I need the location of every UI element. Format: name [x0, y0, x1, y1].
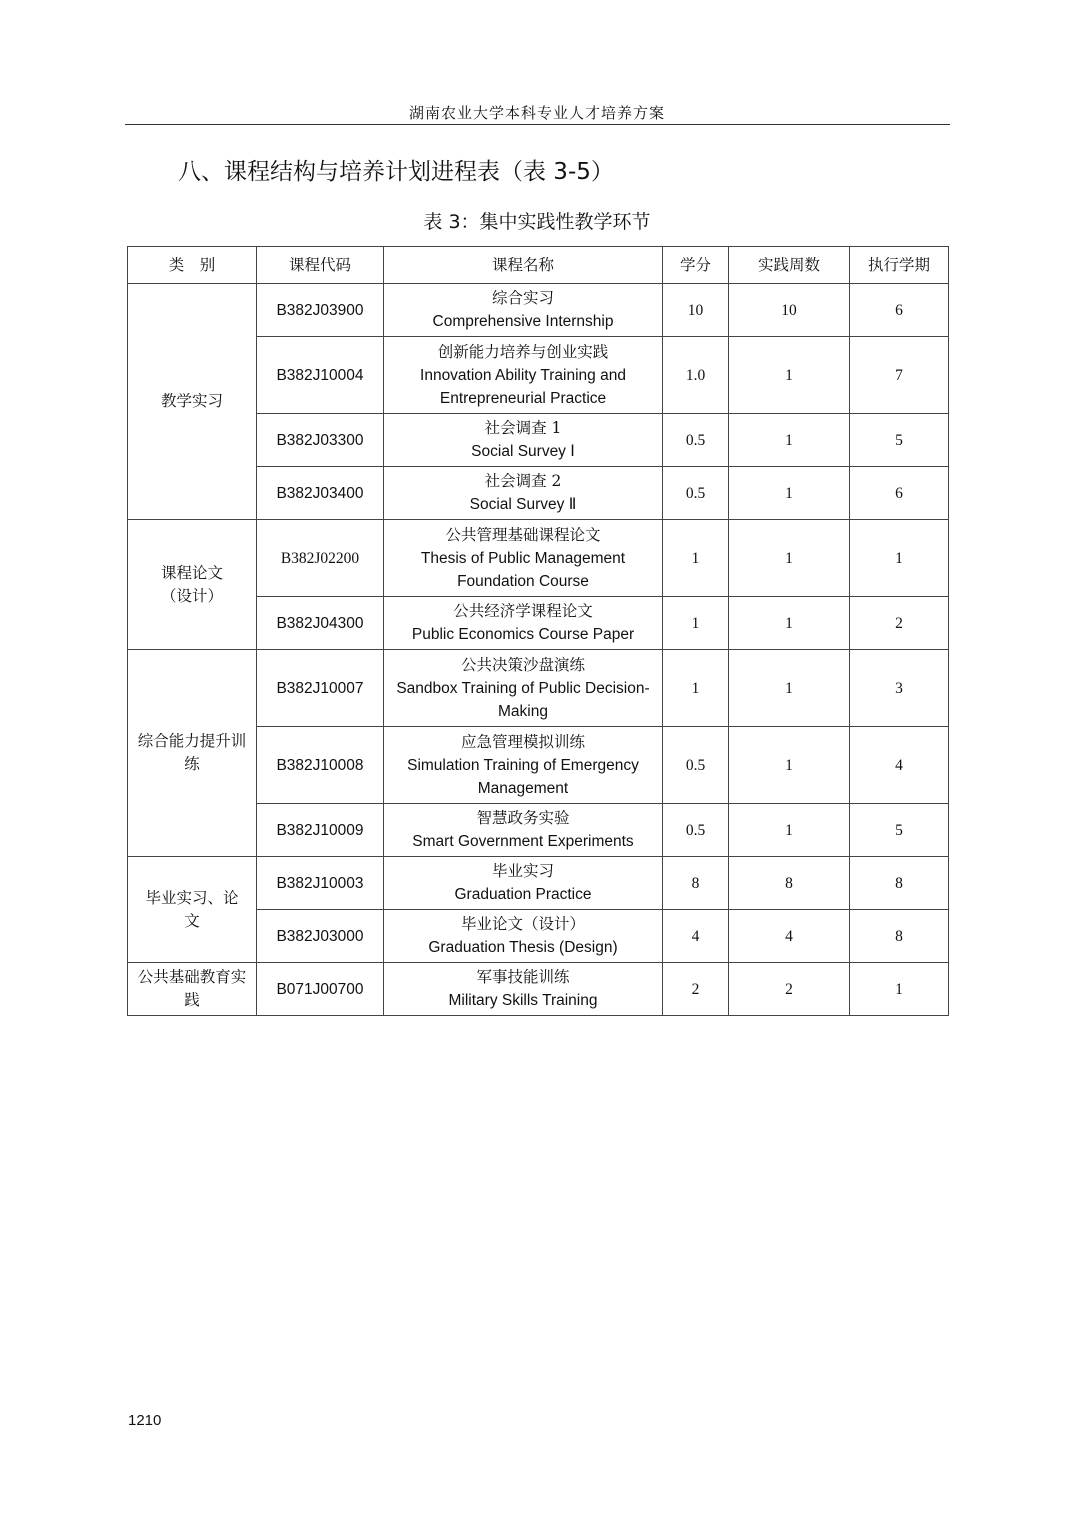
credits-cell: 1 [663, 520, 729, 597]
course-name-zh: 社会调查 2 [484, 472, 562, 490]
table-row [128, 650, 949, 727]
header-practice-weeks: 实践周数 [729, 247, 850, 284]
course-name-cell [384, 910, 663, 963]
category-cell: 毕业实习、论文 [128, 857, 257, 963]
course-name-en: Sandbox Training of Public Decision-Making [396, 679, 650, 720]
header-category: 类 别 [128, 247, 257, 284]
credits-cell: 8 [663, 857, 729, 910]
course-name-cell [384, 520, 663, 597]
semester-cell: 4 [850, 727, 949, 804]
course-name-zh: 军事技能训练 [476, 968, 570, 986]
course-name-cell [384, 467, 663, 520]
credits-cell: 1 [663, 597, 729, 650]
table-header-row [128, 247, 949, 284]
credits-cell: 1.0 [663, 337, 729, 414]
course-name-en: Simulation Training of Emergency Management [407, 756, 639, 797]
weeks-cell: 1 [729, 727, 850, 804]
header-credits: 学分 [663, 247, 729, 284]
course-code-cell: B382J03000 [257, 910, 384, 963]
course-name-zh: 应急管理模拟训练 [460, 732, 585, 751]
course-name-en: Innovation Ability Training and Entrepreneurial Practice [420, 366, 626, 407]
semester-cell: 8 [850, 910, 949, 963]
course-name-zh: 智慧政务实验 [476, 809, 570, 827]
header-course-name: 课程名称 [384, 247, 663, 284]
semester-cell: 6 [850, 467, 949, 520]
semester-cell: 8 [850, 857, 949, 910]
header-course-code: 课程代码 [257, 247, 384, 284]
credits-cell: 0.5 [663, 467, 729, 520]
course-name-zh: 公共管理基础课程论文 [445, 525, 601, 544]
course-code-cell: B382J03400 [257, 467, 384, 520]
weeks-cell: 1 [729, 467, 850, 520]
weeks-cell: 1 [729, 597, 850, 650]
header-divider [125, 124, 950, 125]
weeks-cell: 4 [729, 910, 850, 963]
category-cell: 综合能力提升训练 [128, 650, 257, 857]
course-name-en: Military Skills Training [448, 992, 598, 1009]
course-name-zh: 创新能力培养与创业实践 [437, 342, 609, 361]
course-code-cell: B382J03900 [257, 284, 384, 337]
table-caption: 表 3：集中实践性教学环节 [423, 211, 651, 233]
course-code-cell: B382J04300 [257, 597, 384, 650]
course-name-en: Social Survey Ⅱ [469, 496, 577, 513]
course-code-cell: B382J10007 [257, 650, 384, 727]
course-code-cell: B382J10004 [257, 337, 384, 414]
course-name-zh: 公共决策沙盘演练 [460, 655, 585, 674]
course-name-en: Comprehensive Internship [432, 313, 614, 330]
practice-course-table [127, 246, 949, 1016]
credits-cell: 0.5 [663, 727, 729, 804]
credits-cell: 4 [663, 910, 729, 963]
course-code-cell: B382J02200 [257, 520, 384, 597]
weeks-cell: 1 [729, 804, 850, 857]
course-name-en: Graduation Thesis (Design) [428, 939, 618, 956]
semester-cell: 1 [850, 963, 949, 1016]
table-row [128, 520, 949, 597]
course-name-zh: 毕业论文（设计） [460, 915, 585, 933]
course-name-cell [384, 804, 663, 857]
course-code-cell: B382J10009 [257, 804, 384, 857]
course-name-en: Social Survey Ⅰ [471, 443, 575, 460]
category-cell: 公共基础教育实践 [128, 963, 257, 1016]
course-name-cell [384, 857, 663, 910]
table-row [128, 284, 949, 337]
course-name-cell [384, 337, 663, 414]
course-code-cell: B382J03300 [257, 414, 384, 467]
course-code-cell: B382J10003 [257, 857, 384, 910]
weeks-cell: 1 [729, 414, 850, 467]
course-name-cell [384, 963, 663, 1016]
page-number: 1210 [128, 1412, 162, 1429]
credits-cell: 1 [663, 650, 729, 727]
course-name-zh: 综合实习 [491, 289, 554, 307]
course-name-cell [384, 414, 663, 467]
section-title: 八、课程结构与培养计划进程表（表 3-5） [178, 159, 614, 185]
header-semester: 执行学期 [850, 247, 949, 284]
semester-cell: 5 [850, 804, 949, 857]
credits-cell: 0.5 [663, 414, 729, 467]
weeks-cell: 1 [729, 520, 850, 597]
credits-cell: 10 [663, 284, 729, 337]
course-name-zh: 公共经济学课程论文 [453, 602, 593, 620]
semester-cell: 7 [850, 337, 949, 414]
course-name-en: Public Economics Course Paper [411, 626, 635, 643]
course-name-en: Smart Government Experiments [412, 833, 634, 850]
category-cell: 课程论文（设计） [128, 520, 257, 650]
weeks-cell: 8 [729, 857, 850, 910]
weeks-cell: 1 [729, 337, 850, 414]
category-cell: 教学实习 [128, 284, 257, 520]
semester-cell: 5 [850, 414, 949, 467]
credits-cell: 2 [663, 963, 729, 1016]
course-name-cell [384, 597, 663, 650]
weeks-cell: 1 [729, 650, 850, 727]
semester-cell: 3 [850, 650, 949, 727]
course-name-en: Thesis of Public Management Foundation Course [420, 549, 626, 590]
course-name-cell [384, 284, 663, 337]
course-code-cell: B071J00700 [257, 963, 384, 1016]
table-row [128, 963, 949, 1016]
course-code-cell: B382J10008 [257, 727, 384, 804]
course-name-cell [384, 727, 663, 804]
semester-cell: 2 [850, 597, 949, 650]
course-name-en: Graduation Practice [454, 886, 592, 903]
table-row [128, 857, 949, 910]
credits-cell: 0.5 [663, 804, 729, 857]
course-name-zh: 毕业实习 [491, 862, 554, 880]
course-name-cell [384, 650, 663, 727]
weeks-cell: 10 [729, 284, 850, 337]
semester-cell: 1 [850, 520, 949, 597]
semester-cell: 6 [850, 284, 949, 337]
running-header: 湖南农业大学本科专业人才培养方案 [408, 104, 665, 122]
course-name-zh: 社会调查 1 [484, 419, 562, 437]
weeks-cell: 2 [729, 963, 850, 1016]
